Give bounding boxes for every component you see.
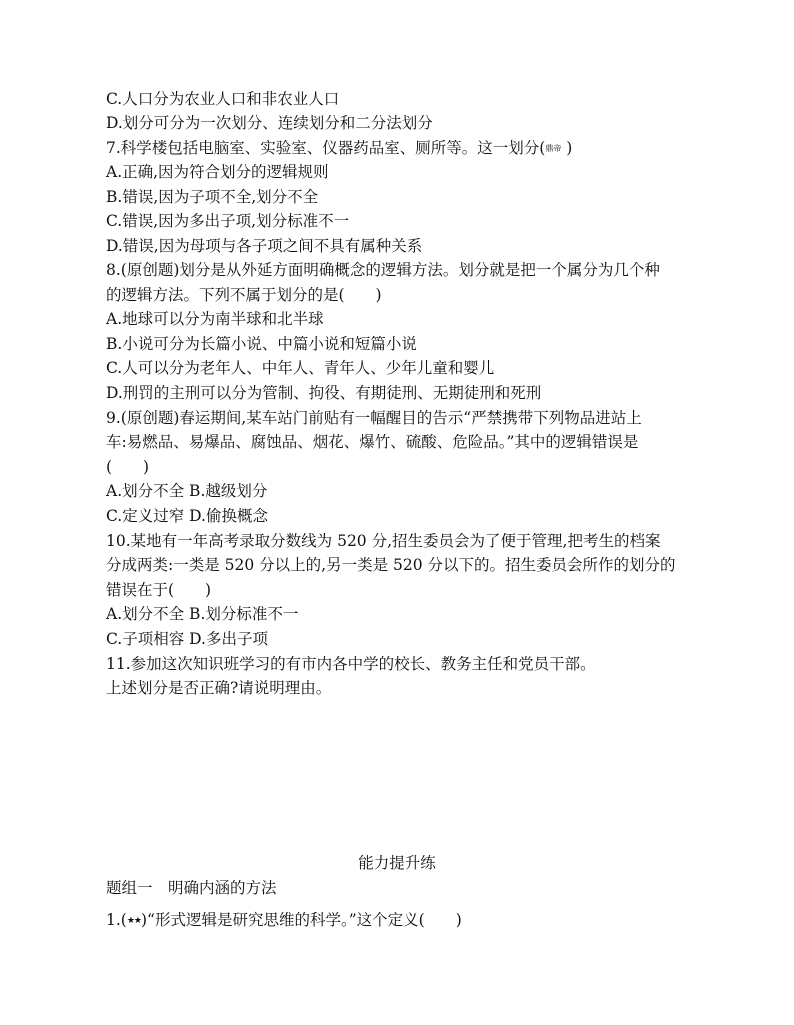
q8-option-b: B.小说可分为长篇小说、中篇小说和短篇小说 <box>106 335 417 353</box>
q7-option-d: D.错误,因为母项与各子项之间不具有属种关系 <box>106 237 423 255</box>
watermark-mark: 鼎帝 <box>545 144 562 153</box>
question-8-line-2: 的逻辑方法。下列不属于划分的是( ) <box>106 286 382 304</box>
q8-option-a: A.地球可以分为南半球和北半球 <box>106 310 324 328</box>
q9-options-ab: A.划分不全 B.越级划分 <box>106 482 268 500</box>
q7-option-a: A.正确,因为符合划分的逻辑规则 <box>106 163 329 181</box>
option-d-division-types: D.划分可分为一次划分、连续划分和二分法划分 <box>106 114 433 132</box>
question-7-close: ) <box>561 139 573 157</box>
q10-options-cd: C.子项相容 D.多出子项 <box>106 630 268 648</box>
section-title: 能力提升练 <box>358 854 436 872</box>
group-title: 题组一 明确内涵的方法 <box>106 879 277 897</box>
question-7 <box>106 138 572 159</box>
q9-options-cd: C.定义过窄 D.偷换概念 <box>106 507 268 525</box>
question-9-line-2: 车:易燃品、易爆品、腐蚀品、烟花、爆竹、硫酸、危险品。”其中的逻辑错误是 <box>106 433 639 451</box>
question-8-line-1: 8.(原创题)划分是从外延方面明确概念的逻辑方法。划分就是把一个属分为几个种 <box>106 261 660 279</box>
question-1 <box>106 910 462 931</box>
q7-option-c: C.错误,因为多出子项,划分标准不一 <box>106 212 350 230</box>
q7-option-b: B.错误,因为子项不全,划分不全 <box>106 188 319 206</box>
question-7-text: 7.科学楼包括电脑室、实验室、仪器药品室、厕所等。这一划分( <box>106 139 546 157</box>
q8-option-c: C.人可以分为老年人、中年人、青年人、少年儿童和婴儿 <box>106 359 495 377</box>
question-10-line-1: 10.某地有一年高考录取分数线为 520 分,招生委员会为了便于管理,把考生的档案 <box>106 532 661 550</box>
difficulty-stars-icon: ★★ <box>126 916 141 926</box>
question-11-line-2: 上述划分是否正确?请说明理由。 <box>106 679 332 697</box>
question-11-line-1: 11.参加这次知识班学习的有市内各中学的校长、教务主任和党员干部。 <box>106 655 596 673</box>
option-c-population: C.人口分为农业人口和非农业人口 <box>106 90 340 108</box>
question-9-line-1: 9.(原创题)春运期间,某车站门前贴有一幅醒目的告示“严禁携带下列物品进站上 <box>106 409 642 427</box>
question-10-line-2: 分成两类:一类是 520 分以上的,另一类是 520 分以下的。招生委员会所作的划分的 <box>106 556 676 574</box>
question-9-line-3: ( ) <box>106 458 150 476</box>
question-1-prefix: 1.( <box>106 911 127 929</box>
question-1-text: “形式逻辑是研究思维的科学。”这个定义( ) <box>147 911 462 929</box>
q8-option-d: D.刑罚的主刑可以分为管制、拘役、有期徒刑、无期徒刑和死刑 <box>106 384 542 402</box>
question-1-paren: ) <box>140 911 148 929</box>
question-10-line-3: 错误在于( ) <box>106 581 212 599</box>
q10-options-ab: A.划分不全 B.划分标准不一 <box>106 605 299 623</box>
